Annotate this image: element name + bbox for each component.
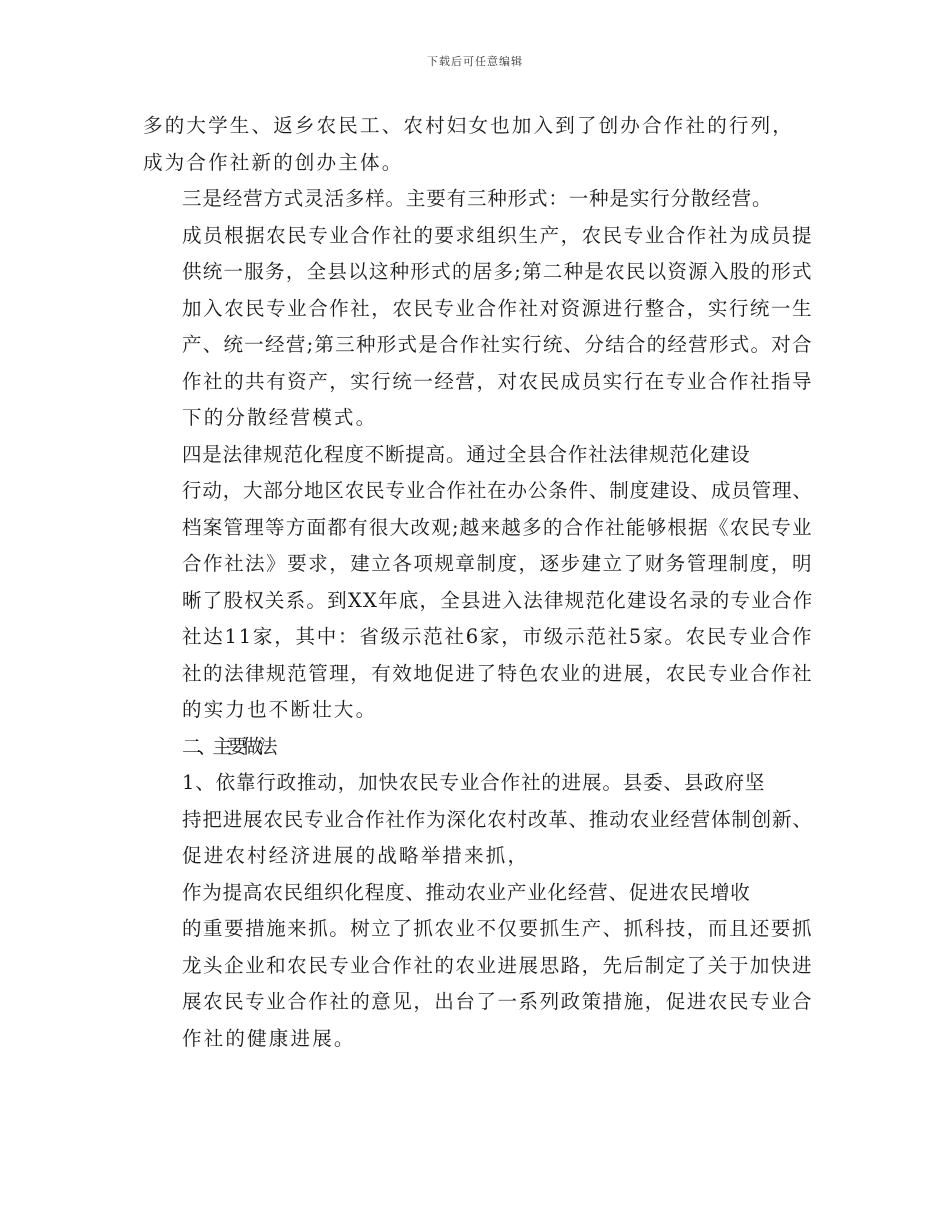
text-line: 供统一服务，全县以这种形式的居多;第二种是农民以资源入股的形式: [182, 260, 813, 283]
text-line: 四是法律规范化程度不断提高。通过全县合作社法律规范化建设: [182, 442, 751, 466]
text-line: 行动，大部分地区农民专业合作社在办公条件、制度建设、成员管理、: [182, 479, 813, 502]
text-line: 合作社法》要求，建立各项规章制度，逐步建立了财务管理制度，明: [182, 552, 814, 575]
paragraph-3: [143, 437, 813, 729]
text-line: 龙头企业和农民专业合作社的农业进展思路，先后制定了关于加快进: [182, 953, 814, 977]
text-line: 作社的健康进展。: [182, 1026, 356, 1050]
text-line: 加入农民专业合作社，农民专业合作社对资源进行整合，实行统一生: [182, 296, 814, 320]
text-line: 晰了股权关系。到XX年底，全县进入法律规范化建设名录的专业合作: [182, 588, 814, 612]
text-line: 下的分散经营模式。: [182, 406, 378, 429]
text-line: 的重要措施来抓。树立了抓农业不仅要抓生产、抓科技，而且还要抓: [182, 917, 814, 940]
section-heading: [143, 729, 813, 766]
paragraph-1: [143, 108, 813, 181]
text-line: 三是经营方式灵活多样。主要有三种形式：一种是实行分散经营。: [182, 187, 773, 210]
text-line: 作社的共有资产，实行统一经营，对农民成员实行在专业合作社指导: [182, 369, 814, 393]
paragraph-4: [143, 765, 813, 875]
text-line: 持把进展农民专业合作社作为深化农村改革、推动农业经营体制创新、: [182, 807, 813, 831]
text-line: 多的大学生、返乡农民工、农村妇女也加入到了创办合作社的行列，: [143, 114, 795, 137]
document-body: [143, 108, 813, 1057]
text-line: 产、统一经营;第三种形式是合作社实行统、分结合的经营形式。对合: [182, 333, 813, 356]
page-header: 下载后可任意编辑: [427, 55, 523, 68]
text-line: 档案管理等方面都有很大改观;越来越多的合作社能够根据《农民专业: [182, 515, 813, 539]
text-line: 社达11家，其中：省级示范社6家，市级示范社5家。农民专业合作: [182, 625, 814, 648]
text-line: 促进农村经济进展的战略举措来抓，: [182, 844, 530, 867]
text-line: 1、依靠行政推动，加快农民专业合作社的进展。县委、县政府坚: [182, 771, 766, 794]
text-line: 展农民专业合作社的意见，出台了一系列政策措施，促进农民专业合: [182, 990, 814, 1013]
text-line: 的实力也不断壮大。: [182, 698, 378, 721]
paragraph-5: [143, 875, 813, 1058]
text-line: 成为合作社新的创办主体。: [143, 150, 404, 174]
text-line: 成员根据农民专业合作社的要求组织生产，农民专业合作社为成员提: [182, 223, 814, 247]
text-line: 作为提高农民组织化程度、推动农业产业化经营、促进农民增收: [182, 880, 751, 904]
text-line: 二、主要做法: [182, 734, 274, 758]
paragraph-2: [143, 181, 813, 437]
text-line: 社的法律规范管理，有效地促进了特色农业的进展，农民专业合作社: [182, 661, 814, 685]
